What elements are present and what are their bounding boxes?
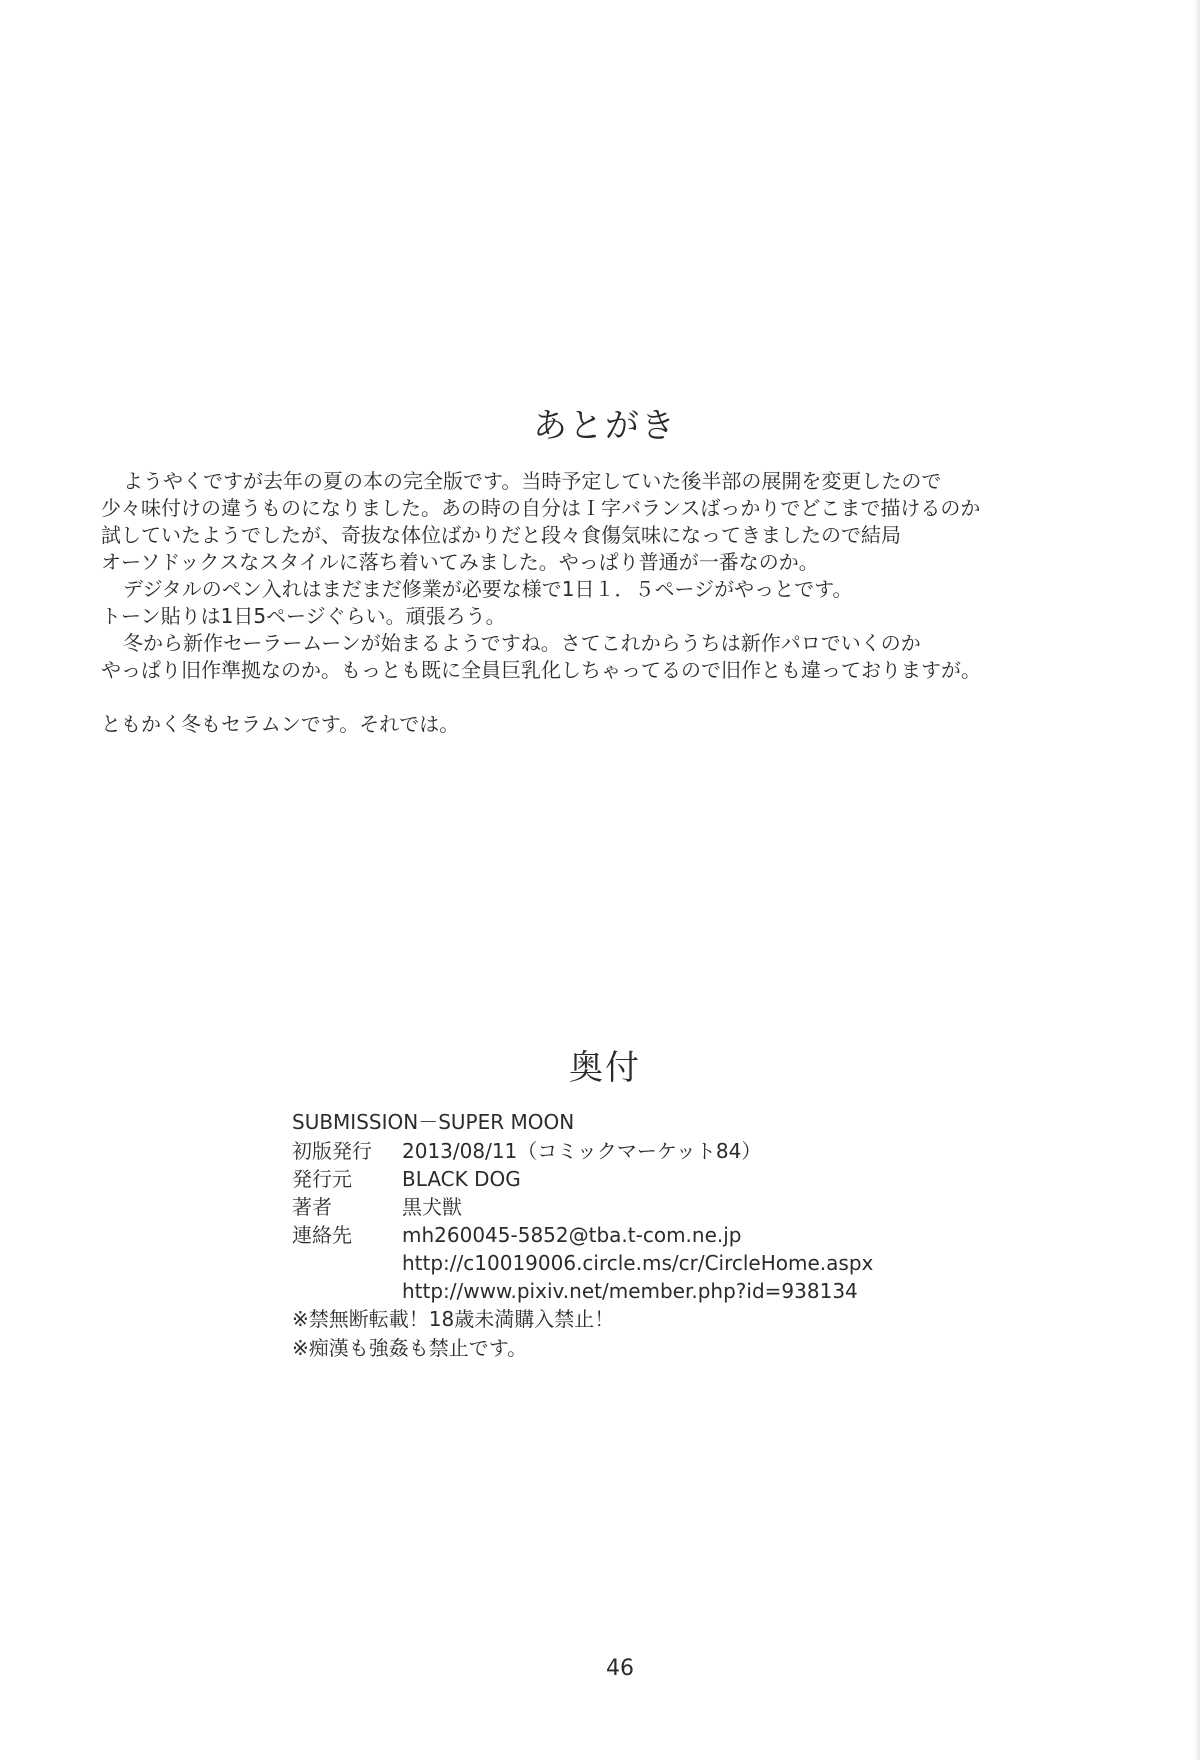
- afterword-line: 冬から新作セーラームーンが始まるようですね。さてこれからうちは新作パロでいくのか: [123, 631, 921, 655]
- contact-email: mh260045-5852@tba.t-com.ne.jp: [402, 1223, 742, 1247]
- afterword-line: やっぱり旧作準拠なのか。もっとも既に全員巨乳化しちゃってるので旧作とも違っておりますが。: [101, 658, 981, 682]
- page-number: 46: [606, 1656, 634, 1681]
- first-edition-row: [292, 1137, 992, 1165]
- book-title: SUBMISSION－SUPER MOON: [292, 1110, 575, 1134]
- contact-label: 連絡先: [292, 1223, 352, 1247]
- first-edition-value: 2013/08/11（コミックマーケット84）: [402, 1139, 762, 1163]
- contact-url-row: [292, 1277, 992, 1305]
- publisher-label: 発行元: [292, 1167, 352, 1191]
- colophon-block: [292, 1108, 992, 1363]
- afterword-line: 少々味付けの違うものになりました。あの時の自分はＩ字バランスばっかりでどこまで描けるのか: [101, 496, 981, 520]
- paragraph-gap: [101, 684, 1081, 711]
- publisher-value: BLACK DOG: [402, 1167, 521, 1191]
- page-edge-shadow: [1194, 0, 1200, 1760]
- afterword-heading: あとがき: [533, 406, 677, 446]
- afterword-line: オーソドックスなスタイルに落ち着いてみました。やっぱり普通が一番なのか。: [101, 550, 819, 574]
- reprint-notice: ※禁無断転載！18歳未満購入禁止！: [292, 1307, 615, 1331]
- afterword-line: 試していたようでしたが、奇抜な体位ばかりだと段々食傷気味になってきましたので結局: [101, 523, 901, 547]
- contact-url-row: [292, 1249, 992, 1277]
- afterword-body: [101, 468, 1081, 738]
- contact-url-circle: http://c10019006.circle.ms/cr/CircleHome.aspx: [402, 1251, 874, 1275]
- author-value: 黒犬獣: [402, 1195, 462, 1219]
- afterword-closing-line: ともかく冬もセラムンです。それでは。: [101, 712, 460, 736]
- author-label: 著者: [292, 1195, 332, 1219]
- afterword-line: トーン貼りは1日5ページぐらい。頑張ろう。: [101, 604, 506, 628]
- author-row: [292, 1193, 992, 1221]
- publisher-row: [292, 1165, 992, 1193]
- first-edition-label: 初版発行: [292, 1139, 372, 1163]
- contact-url-spacer: [292, 1277, 402, 1305]
- contact-url-pixiv: http://www.pixiv.net/member.php?id=938134: [402, 1279, 858, 1303]
- colophon-heading: 奥付: [569, 1048, 641, 1088]
- contact-row: [292, 1221, 992, 1249]
- afterword-line: デジタルのペン入れはまだまだ修業が必要な様で1日１．５ページがやっとです。: [123, 577, 853, 601]
- contact-url-spacer: [292, 1249, 402, 1277]
- afterword-line: ようやくですが去年の夏の本の完全版です。当時予定していた後半部の展開を変更したので: [123, 469, 942, 493]
- conduct-notice: ※痴漢も強姦も禁止です。: [292, 1336, 528, 1360]
